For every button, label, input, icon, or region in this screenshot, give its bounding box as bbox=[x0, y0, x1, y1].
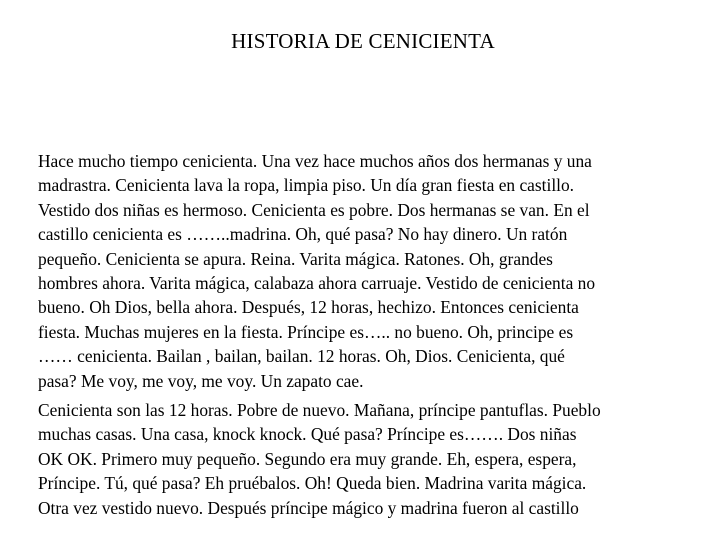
text-line: castillo cenicienta es ……..madrina. Oh, qué pasa? No hay dinero. Un ratón bbox=[38, 224, 568, 245]
document-title: HISTORIA DE CENICIENTA bbox=[231, 29, 495, 53]
text-line: …… cenicienta. Bailan , bailan, bailan. 12 horas. Oh, Dios. Cenicienta, qué bbox=[38, 346, 565, 367]
text-line: Hace mucho tiempo cenicienta. Una vez hace muchos años dos hermanas y una bbox=[38, 151, 592, 171]
text-line: muchas casas. Una casa, knock knock. Qué pasa? Príncipe es……. Dos niñas bbox=[38, 424, 577, 445]
text-line: Vestido dos niñas es hermoso. Cenicienta es pobre. Dos hermanas se van. En el bbox=[38, 199, 590, 220]
story-body bbox=[38, 149, 690, 520]
paragraph-2 bbox=[38, 398, 690, 520]
paragraph-1 bbox=[38, 149, 690, 393]
text-line: Cenicienta son las 12 horas. Pobre de nuevo. Mañana, príncipe pantuflas. Pueblo bbox=[38, 400, 601, 421]
text-line: Otra vez vestido nuevo. Después príncipe mágico y madrina fueron al castillo bbox=[38, 497, 579, 518]
text-line: fiesta. Muchas mujeres en la fiesta. Príncipe es….. no bueno. Oh, principe es bbox=[38, 321, 574, 342]
text-line: bueno. Oh Dios, bella ahora. Después, 12 horas, hechizo. Entonces cenicienta bbox=[38, 297, 579, 318]
text-line: OK OK. Primero muy pequeño. Segundo era muy grande. Eh, espera, espera, bbox=[38, 448, 577, 469]
text-line: hombres ahora. Varita mágica, calabaza ahora carruaje. Vestido de cenicienta no bbox=[38, 273, 596, 294]
text-line: pequeño. Cenicienta se apura. Reina. Varita mágica. Ratones. Oh, grandes bbox=[38, 248, 553, 269]
text-line: Príncipe. Tú, qué pasa? Eh pruébalos. Oh! Queda bien. Madrina varita mágica. bbox=[38, 473, 587, 494]
text-line: madrastra. Cenicienta lava la ropa, limpia piso. Un día gran fiesta en castillo. bbox=[38, 175, 575, 196]
text-line: pasa? Me voy, me voy, me voy. Un zapato cae. bbox=[38, 370, 364, 391]
